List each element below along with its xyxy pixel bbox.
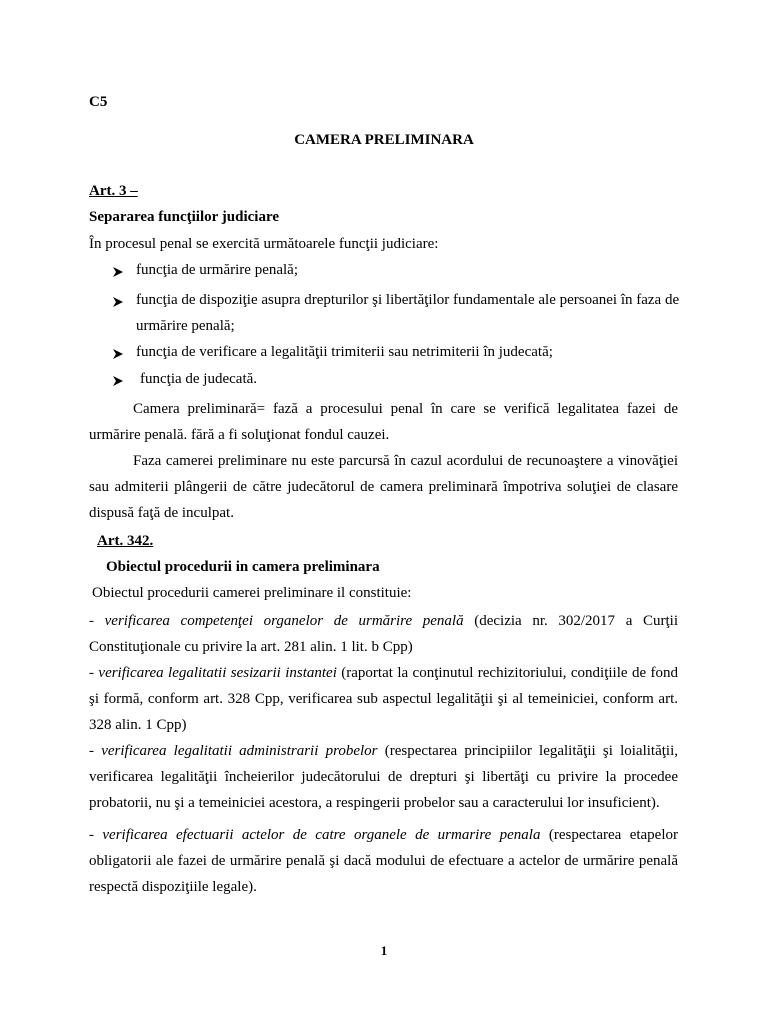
- art3-item: funcţia de dispoziţie asupra drepturilor şi libertăţilor fundamentale ale persoanei în faza de: [136, 292, 680, 308]
- art342-intro: Obiectul procedurii camerei preliminare il constituie:: [92, 585, 412, 601]
- art3-paragraph: Faza camerei preliminare nu este parcursă în cazul acordului de recunoaştere a vinovăţiei sau admiterii plângerii de către judecătorul de camera preliminară împotriva soluţiei de clasare dispusă faţă de inculpat.: [89, 453, 678, 521]
- art342-item: [89, 608, 678, 660]
- arrow-bullet-icon: [112, 296, 124, 308]
- course-code: C5: [89, 94, 108, 110]
- item-italic-term: verificarea legalitatii sesizarii instantei: [98, 665, 337, 681]
- art342-item: [89, 822, 678, 900]
- item-detail: (decizia nr. 302/2017 a Curţii Constituţionale cu privire la art. 281 alin. 1 lit. b Cpp): [89, 613, 678, 655]
- art3-subheading: Separarea funcţiilor judiciare: [89, 209, 279, 225]
- item-detail: (respectarea etapelor obligatorii ale fazei de urmărire penală şi dacă modului de efectuare a actelor de urmărire penală respectă dispoziţiile legale).: [89, 827, 678, 895]
- item-italic-term: verificarea competenţei organelor de urmărire penală: [104, 613, 464, 629]
- art3-item: funcţia de judecată.: [140, 371, 258, 387]
- item-detail: (respectarea principiilor legalităţii şi loialităţii, verificarea legalităţii încheierilor judecătorului de drepturi şi libertăţi cu privire la procedee probatorii, nu şi a temeiniciei acestora, a respingerii probelor sau a caracterului lor insuficient).: [89, 743, 678, 811]
- item-dash: -: [89, 665, 99, 681]
- art342-subheading: Obiectul procedurii in camera preliminara: [106, 559, 380, 575]
- art342-item: [89, 660, 678, 738]
- item-italic-term: verificarea efectuarii actelor de catre organele de urmarire penala: [102, 827, 541, 843]
- arrow-bullet-icon: [112, 266, 124, 278]
- art3-item-continuation: urmărire penală;: [136, 318, 235, 334]
- item-italic-term: verificarea legalitatii administrarii probelor: [101, 743, 378, 759]
- item-detail: (raportat la conţinutul rechizitoriului, condiţiile de fond şi formă, conform art. 328 Cpp, verificarea sub aspectul legalităţii şi al temeiniciei, conform art. 328 alin. 1 Cpp): [89, 665, 679, 733]
- item-dash: -: [89, 743, 102, 759]
- art342-heading: Art. 342.: [97, 533, 154, 549]
- item-dash: -: [89, 827, 103, 843]
- arrow-bullet-icon: [112, 348, 124, 360]
- art3-heading: Art. 3 –: [89, 183, 138, 199]
- arrow-bullet-icon: [112, 375, 124, 387]
- page-number: 1: [380, 943, 388, 958]
- document-title: CAMERA PRELIMINARA: [294, 132, 474, 148]
- art3-paragraph: Camera preliminară= fază a procesului penal în care se verifică legalitatea fazei de urmărire penală. fără a fi soluţionat fondul cauzei.: [89, 401, 678, 443]
- art3-item: funcţia de verificare a legalităţii trimiterii sau netrimiterii în judecată;: [136, 344, 553, 360]
- item-dash: -: [89, 613, 105, 629]
- art3-item: funcţia de urmărire penală;: [136, 262, 298, 278]
- art3-intro: În procesul penal se exercită următoarele funcţii judiciare:: [89, 236, 439, 252]
- art342-item: [89, 738, 678, 816]
